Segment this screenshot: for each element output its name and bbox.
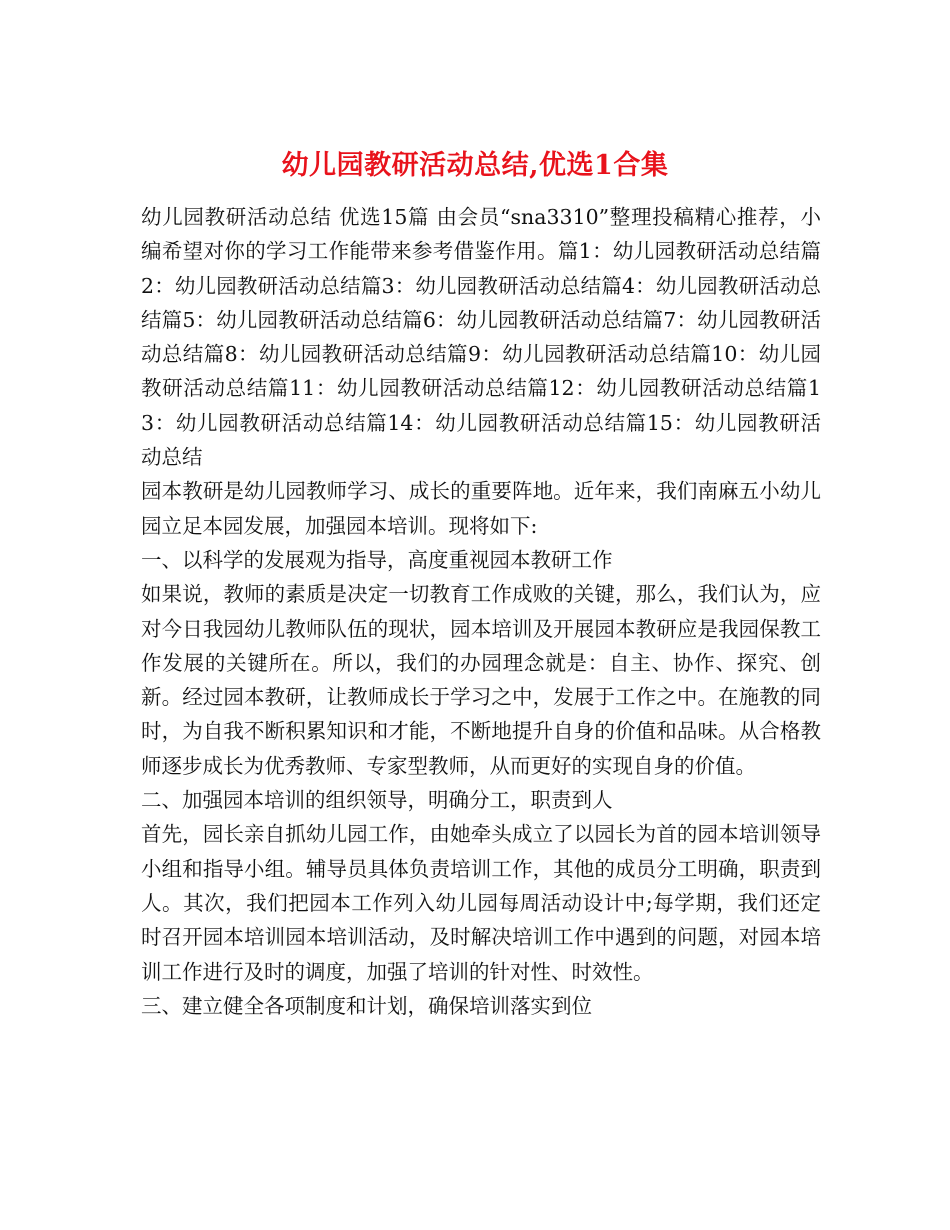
paragraph-section-2: 首先，园长亲自抓幼儿园工作，由她牵头成立了以园长为首的园本培训领导小组和指导小组。辅导员具体负责培训工作，其他的成员分工明确，职责到人。其次，我们把园本工作列入幼儿园每周活动设计中;每学期，我们还定时召开园本培训园本培训活动，及时解决培训工作中遇到的问题，对园本培训工作进行及时的调度，加强了培训的针对性、时效性。	[141, 822, 821, 984]
paragraph-section-1: 如果说，教师的素质是决定一切教育工作成败的关键，那么，我们认为，应对今日我园幼儿教师队伍的现状，园本培训及开展园本教研应是我园保教工作发展的关键所在。所以，我们的办园理念就是：自主、协作、探究、创新。经过园本教研，让教师成长于学习之中，发展于工作之中。在施教的同时，为自我不断积累知识和才能，不断地提升自身的价值和品味。从合格教师逐步成长为优秀教师、专家型教师，从而更好的实现自身的价值。	[141, 582, 821, 778]
document-title: 幼儿园教研活动总结,优选1合集	[281, 150, 669, 182]
document-body	[141, 200, 821, 1023]
paragraph-intro: 幼儿园教研活动总结 优选15篇 由会员“sna3310”整理投稿精心推荐，小编希望对你的学习工作能带来参考借鉴作用。篇1：幼儿园教研活动总结篇2：幼儿园教研活动总结篇3：幼儿园教研活动总结篇4：幼儿园教研活动总结篇5：幼儿园教研活动总结篇6：幼儿园教研活动总结篇7：幼儿园教研活动总结篇8：幼儿园教研活动总结篇9：幼儿园教研活动总结篇10：幼儿园教研活动总结篇11：幼儿园教研活动总结篇12：幼儿园教研活动总结篇13：幼儿园教研活动总结篇14：幼儿园教研活动总结篇15：幼儿园教研活动总结	[141, 205, 821, 470]
paragraph-overview: 园本教研是幼儿园教师学习、成长的重要阵地。近年来，我们南麻五小幼儿园立足本园发展，加强园本培训。现将如下:	[141, 479, 821, 538]
section-heading-2: 二、加强园本培训的组织领导，明确分工，职责到人	[141, 788, 613, 813]
section-heading-1: 一、以科学的发展观为指导，高度重视园本教研工作	[141, 547, 613, 572]
section-heading-3: 三、建立健全各项制度和计划，确保培训落实到位	[141, 993, 592, 1018]
